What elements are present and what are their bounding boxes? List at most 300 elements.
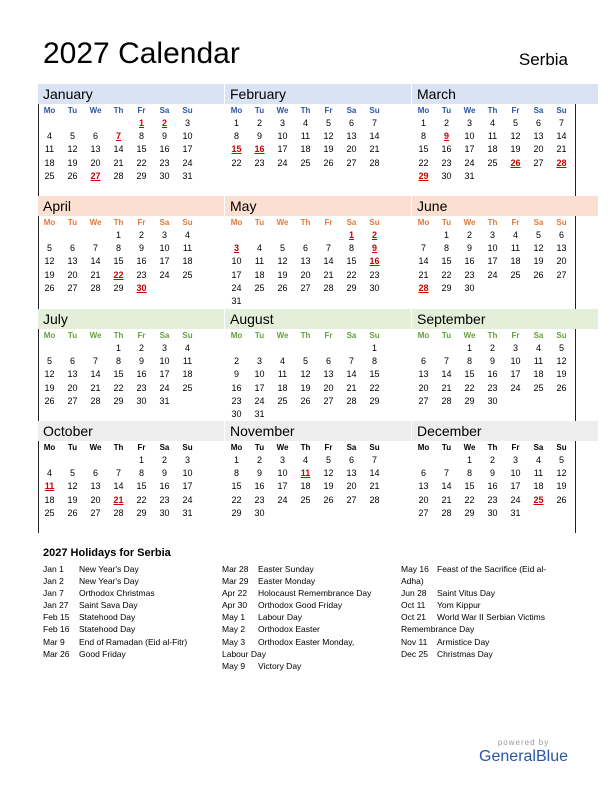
day-cell: 9 [233, 369, 239, 380]
weekday-label: We [89, 331, 102, 340]
weekday-label: We [463, 331, 476, 340]
holiday-day-cell: 22 [113, 269, 124, 280]
empty-day-cell [504, 170, 527, 183]
week-row [38, 382, 224, 395]
weekday-label: Th [300, 443, 311, 452]
month-october [38, 421, 224, 533]
holiday-name: Good Friday [79, 648, 126, 659]
month-december [412, 421, 598, 533]
weekday-label: We [463, 106, 476, 115]
day-cell: 6 [348, 455, 354, 465]
day-cell: 12 [323, 468, 334, 479]
empty-day-cell [225, 229, 248, 242]
country-name: Serbia [518, 50, 568, 69]
weekday-label: Su [369, 218, 380, 227]
day-cell: 18 [300, 144, 311, 155]
holiday-name: Labour Day [258, 612, 302, 623]
empty-day-cell [317, 229, 340, 242]
day-cell: 1 [466, 455, 472, 465]
day-cell: 8 [233, 468, 239, 479]
day-cell: 13 [90, 481, 101, 492]
week-row [225, 130, 411, 143]
day-cell: 31 [182, 170, 193, 181]
day-cell: 22 [113, 382, 124, 393]
day-cell: 12 [277, 256, 288, 267]
weekday-label: We [89, 218, 102, 227]
empty-day-cell [550, 170, 573, 183]
day-cell: 25 [44, 507, 55, 518]
day-cell: 12 [44, 256, 55, 267]
holiday-item [43, 599, 219, 611]
day-cell: 1 [443, 230, 449, 240]
day-cell: 7 [371, 118, 377, 128]
weekday-header-row [38, 329, 224, 342]
empty-day-cell [363, 408, 386, 421]
week-row [412, 494, 598, 507]
day-cell: 7 [443, 356, 449, 367]
day-cell: 2 [489, 455, 495, 465]
day-cell: 22 [441, 269, 452, 280]
empty-day-cell [317, 295, 340, 308]
empty-day-cell [38, 454, 61, 467]
day-cell: 15 [136, 481, 147, 492]
week-row [225, 382, 411, 395]
day-cell: 24 [487, 269, 498, 280]
empty-day-cell [61, 229, 84, 242]
day-cell: 19 [323, 481, 334, 492]
day-cell: 22 [136, 494, 147, 505]
day-cell: 20 [556, 256, 567, 267]
holiday-date: Jan 2 [43, 576, 64, 587]
day-cell: 25 [510, 269, 521, 280]
day-cell: 15 [418, 144, 429, 155]
day-cell: 5 [325, 118, 331, 128]
holiday-item [222, 563, 398, 575]
holiday-item [43, 648, 219, 660]
empty-day-cell [61, 342, 84, 355]
day-cell: 19 [67, 157, 78, 168]
weekday-label: Su [182, 106, 193, 115]
weekday-label: Sa [159, 218, 170, 227]
day-cell: 14 [556, 131, 567, 142]
empty-day-cell [38, 342, 61, 355]
day-cell: 8 [138, 131, 144, 142]
day-cell: 17 [159, 256, 170, 267]
day-cell: 28 [346, 395, 357, 406]
holiday-date: Feb 16 [43, 624, 70, 635]
day-cell: 24 [254, 395, 265, 406]
day-cell: 13 [418, 481, 429, 492]
day-cell: 14 [369, 131, 380, 142]
day-cell: 12 [44, 369, 55, 380]
week-row [38, 143, 224, 156]
day-cell: 10 [510, 356, 521, 367]
day-cell: 14 [113, 481, 124, 492]
weekday-label: We [276, 331, 289, 340]
empty-day-cell [412, 229, 435, 242]
week-row [412, 170, 598, 183]
weekday-label: Tu [254, 218, 265, 227]
empty-day-cell [271, 507, 294, 520]
day-cell: 28 [441, 507, 452, 518]
holiday-name: Armistice Day [437, 636, 490, 647]
day-cell: 30 [464, 282, 475, 293]
empty-day-cell [176, 395, 199, 408]
day-cell: 1 [371, 343, 377, 353]
day-cell: 3 [184, 118, 190, 128]
holiday-name: New Year's Day [79, 576, 139, 587]
holiday-item [401, 636, 571, 648]
week-row [412, 157, 598, 170]
day-cell: 29 [231, 507, 242, 518]
day-cell: 7 [325, 243, 331, 254]
week-row [38, 395, 224, 408]
day-cell: 25 [182, 269, 193, 280]
day-cell: 14 [369, 468, 380, 479]
week-row [38, 454, 224, 467]
week-row [38, 170, 224, 183]
day-cell: 17 [277, 481, 288, 492]
week-row [412, 480, 598, 493]
weekday-label: Tu [254, 331, 265, 340]
day-cell: 9 [489, 356, 495, 367]
weekday-label: Sa [533, 106, 544, 115]
weekday-label: Th [487, 443, 498, 452]
week-row [38, 117, 224, 130]
holiday-day-cell: 29 [418, 170, 429, 181]
day-cell: 6 [325, 356, 331, 367]
week-row [38, 507, 224, 520]
day-cell: 17 [464, 144, 475, 155]
day-cell: 30 [159, 170, 170, 181]
day-cell: 9 [466, 243, 472, 254]
week-row [225, 480, 411, 493]
empty-day-cell [294, 229, 317, 242]
day-cell: 22 [136, 157, 147, 168]
weekday-label: Sa [346, 106, 357, 115]
day-cell: 16 [136, 369, 147, 380]
holiday-day-cell: 25 [533, 494, 544, 505]
day-cell: 23 [464, 269, 475, 280]
day-cell: 31 [159, 395, 170, 406]
holiday-date: May 1 [222, 612, 246, 623]
day-cell: 27 [346, 494, 357, 505]
day-cell: 19 [556, 481, 567, 492]
empty-day-cell [435, 342, 458, 355]
weekday-label: Tu [67, 106, 78, 115]
day-cell: 18 [300, 481, 311, 492]
month-march [412, 84, 598, 196]
day-cell: 16 [441, 144, 452, 155]
day-cell: 3 [489, 230, 495, 240]
day-cell: 11 [277, 369, 288, 380]
day-cell: 26 [300, 395, 311, 406]
week-row [225, 157, 411, 170]
day-cell: 20 [67, 269, 78, 280]
weekday-label: Fr [324, 443, 333, 452]
day-cell: 19 [510, 144, 521, 155]
month-title: October [38, 421, 224, 441]
month-title: March [412, 84, 598, 104]
week-row [412, 255, 598, 268]
empty-day-cell [481, 282, 504, 295]
holiday-name: World War II Serbian Victims [437, 612, 546, 623]
day-cell: 16 [159, 481, 170, 492]
empty-day-cell [504, 282, 527, 295]
weekday-header-row [38, 104, 224, 117]
day-cell: 11 [300, 131, 311, 142]
month-title: June [412, 196, 598, 216]
day-cell: 31 [464, 170, 475, 181]
holiday-item [222, 575, 398, 587]
day-cell: 3 [256, 356, 262, 367]
empty-day-cell [527, 395, 550, 408]
weekday-label: Mo [43, 443, 56, 452]
holiday-day-cell: 26 [510, 157, 521, 168]
weekday-label: Sa [346, 331, 357, 340]
day-cell: 10 [159, 356, 170, 367]
weekday-label: Su [556, 331, 567, 340]
holiday-date: Apr 30 [222, 600, 248, 611]
day-cell: 11 [182, 243, 193, 254]
day-cell: 18 [487, 144, 498, 155]
empty-day-cell [527, 282, 550, 295]
day-cell: 4 [184, 343, 190, 353]
day-cell: 24 [159, 382, 170, 393]
holiday-day-cell: 3 [233, 243, 239, 254]
holiday-date: May 3 [222, 636, 246, 647]
day-cell: 19 [44, 382, 55, 393]
day-cell: 17 [182, 481, 193, 492]
holiday-column [222, 563, 398, 672]
weekday-label: Tu [67, 331, 78, 340]
day-cell: 14 [441, 481, 452, 492]
day-cell: 8 [443, 243, 449, 254]
day-cell: 30 [487, 395, 498, 406]
day-cell: 22 [418, 157, 429, 168]
day-cell: 26 [556, 382, 567, 393]
day-cell: 30 [441, 170, 452, 181]
weekday-label: Tu [441, 331, 452, 340]
day-cell: 10 [231, 256, 242, 267]
weekday-header-row [412, 104, 598, 117]
week-row [38, 282, 224, 295]
day-cell: 17 [510, 481, 521, 492]
day-cell: 7 [443, 468, 449, 479]
day-cell: 15 [369, 369, 380, 380]
weekday-header-row [225, 441, 411, 454]
weekday-label: Th [487, 106, 498, 115]
day-cell: 19 [300, 382, 311, 393]
empty-day-cell [38, 117, 61, 130]
day-cell: 26 [533, 269, 544, 280]
holiday-item [401, 587, 571, 599]
day-cell: 27 [533, 157, 544, 168]
weekday-label: Su [182, 443, 193, 452]
week-row [412, 382, 598, 395]
week-row [225, 117, 411, 130]
weekday-label: Fr [511, 331, 520, 340]
day-cell: 9 [161, 468, 167, 479]
weekday-label: Tu [441, 218, 452, 227]
weekday-label: Fr [511, 443, 520, 452]
brand-name [479, 747, 568, 767]
holiday-day-cell: 16 [369, 256, 380, 267]
empty-day-cell [412, 454, 435, 467]
day-cell: 13 [533, 131, 544, 142]
weekday-label: Su [556, 218, 567, 227]
page-title: 2027 Calendar [43, 37, 240, 70]
holiday-item [401, 575, 571, 587]
weekday-label: Th [113, 218, 124, 227]
week-row [225, 282, 411, 295]
holiday-day-cell: 30 [136, 282, 147, 293]
week-row [412, 143, 598, 156]
day-cell: 26 [67, 170, 78, 181]
day-cell: 17 [231, 269, 242, 280]
month-november [225, 421, 411, 533]
day-cell: 28 [369, 157, 380, 168]
weekday-label: Sa [159, 443, 170, 452]
day-cell: 5 [46, 243, 52, 254]
day-cell: 3 [161, 343, 167, 353]
holiday-day-cell: 27 [90, 170, 101, 181]
day-cell: 4 [302, 118, 308, 128]
week-row [38, 229, 224, 242]
day-cell: 31 [231, 295, 242, 306]
day-cell: 11 [510, 243, 521, 254]
day-cell: 20 [418, 382, 429, 393]
day-cell: 23 [159, 494, 170, 505]
holiday-name: Labour Day [222, 648, 266, 659]
week-row [38, 494, 224, 507]
day-cell: 20 [346, 481, 357, 492]
holiday-day-cell: 11 [44, 481, 55, 492]
empty-day-cell [550, 507, 573, 520]
week-row [38, 242, 224, 255]
day-cell: 8 [115, 243, 121, 254]
day-cell: 12 [533, 243, 544, 254]
day-cell: 20 [323, 382, 334, 393]
day-cell: 19 [67, 494, 78, 505]
day-cell: 15 [113, 369, 124, 380]
day-cell: 21 [441, 494, 452, 505]
holiday-item [43, 587, 219, 599]
month-title: July [38, 309, 224, 329]
day-cell: 7 [420, 243, 426, 254]
day-cell: 18 [254, 269, 265, 280]
holiday-name: Easter Monday [258, 576, 316, 587]
day-cell: 25 [182, 382, 193, 393]
month-title: April [38, 196, 224, 216]
weekday-header-row [412, 329, 598, 342]
holiday-date: Mar 26 [43, 648, 70, 659]
day-cell: 28 [369, 494, 380, 505]
week-row [225, 507, 411, 520]
day-cell: 20 [533, 144, 544, 155]
holiday-day-cell: 28 [556, 157, 567, 168]
empty-day-cell [84, 229, 107, 242]
week-row [225, 368, 411, 381]
day-cell: 9 [161, 131, 167, 142]
day-cell: 28 [113, 507, 124, 518]
weekday-label: We [276, 443, 289, 452]
day-cell: 2 [233, 356, 239, 367]
day-cell: 10 [277, 468, 288, 479]
day-cell: 13 [346, 131, 357, 142]
day-cell: 29 [113, 282, 124, 293]
day-cell: 18 [182, 256, 193, 267]
day-cell: 8 [115, 356, 121, 367]
day-cell: 6 [420, 468, 426, 479]
day-cell: 27 [67, 395, 78, 406]
day-cell: 24 [464, 157, 475, 168]
weekday-label: Tu [254, 106, 265, 115]
day-cell: 13 [90, 144, 101, 155]
holiday-name: Orthodox Easter [258, 624, 320, 635]
day-cell: 10 [464, 131, 475, 142]
weekday-label: Th [300, 331, 311, 340]
day-cell: 29 [113, 395, 124, 406]
week-row [38, 467, 224, 480]
day-cell: 26 [44, 395, 55, 406]
day-cell: 23 [487, 494, 498, 505]
empty-day-cell [340, 342, 363, 355]
day-cell: 12 [67, 481, 78, 492]
month-may [225, 196, 411, 308]
holiday-date: May 9 [222, 660, 246, 671]
empty-day-cell [153, 282, 176, 295]
week-row [225, 269, 411, 282]
day-cell: 18 [44, 157, 55, 168]
day-cell: 24 [510, 382, 521, 393]
holiday-day-cell: 1 [348, 230, 354, 240]
day-cell: 3 [279, 118, 285, 128]
weekday-label: Fr [137, 218, 146, 227]
day-cell: 25 [277, 395, 288, 406]
weekday-label: We [463, 443, 476, 452]
holiday-date: May 16 [401, 564, 429, 574]
month-title: May [225, 196, 411, 216]
day-cell: 28 [441, 395, 452, 406]
day-cell: 2 [443, 118, 449, 128]
weekday-label: Sa [346, 443, 357, 452]
day-cell: 16 [231, 382, 242, 393]
day-cell: 24 [159, 269, 170, 280]
empty-day-cell [271, 408, 294, 421]
day-cell: 26 [556, 494, 567, 505]
day-cell: 3 [161, 230, 167, 240]
day-cell: 22 [231, 157, 242, 168]
weekday-label: Th [300, 106, 311, 115]
day-cell: 4 [535, 455, 541, 465]
day-cell: 30 [136, 395, 147, 406]
day-cell: 12 [300, 369, 311, 380]
weekday-label: Fr [324, 331, 333, 340]
day-cell: 24 [182, 157, 193, 168]
week-row [225, 295, 411, 308]
day-cell: 26 [323, 494, 334, 505]
weekday-label: Fr [324, 106, 333, 115]
day-cell: 25 [300, 157, 311, 168]
weekday-header-row [412, 441, 598, 454]
day-cell: 5 [69, 468, 75, 479]
day-cell: 25 [487, 157, 498, 168]
day-cell: 13 [418, 369, 429, 380]
day-cell: 27 [418, 507, 429, 518]
weekday-label: We [89, 443, 102, 452]
day-cell: 29 [369, 395, 380, 406]
